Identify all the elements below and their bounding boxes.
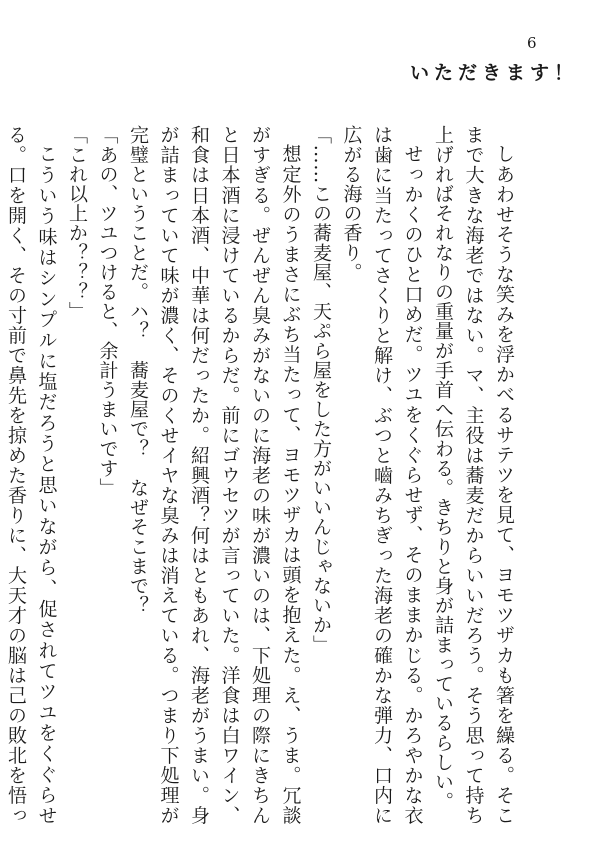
paragraph: 想定外のうまさにぶち当たって、ヨモツザカは頭を抱えた。え、うま。冗談がすぎる。ぜんぜん臭みがないのに海老の味が濃いのは、下処理の際にきちんと日本酒に浸けているからだ。前にゴウセツが言っていた。洋食は白ワイン、和食は日本酒、中華は何だったか。紹興酒？何はともあれ、海老がうまい。身が詰まっていて味が濃く、そのくせイヤな臭みは消えている。つまり下処理が完璧ということだ。ハ？ 蕎麦屋で？ なぜそこまで？: [127, 125, 302, 825]
paragraph: せっかくのひと口めだ。ツユをくぐらせず、そのままかじる。かろやかな衣は歯に当たってさくりと解け、ぶつと嚙みちぎった海老の確かな弾力、口内に広がる海の香り。: [340, 125, 424, 825]
paragraph: しあわせそうな笑みを浮かべるサテツを見て、ヨモツザカも箸を繰る。そこまで大きな海老ではない。マ、主役は蕎麦だからいいだろう。そう思って持ち上げればそれなりの重量が手首へ伝わる。きちりと身が詰まっているらしい。: [432, 125, 515, 825]
dialogue-line: 「……この蕎麦屋、天ぷら屋をした方がいいんじゃないか」: [310, 125, 332, 655]
page-number: 6: [527, 34, 538, 52]
chapter-title: いただきます！: [410, 62, 579, 84]
body-text: [5, 125, 519, 825]
dialogue-line: 「あの、ツユつけると、余計うまいです」: [96, 125, 119, 498]
dialogue-line: 「これ以上か？？？」: [66, 125, 88, 321]
paragraph: こういう味はシンプルに塩だろうと思いながら、促されてツユをくぐらせる。口を開く、その寸前で鼻先を掠めた香りに、大天才の脳は己の敗北を悟っ: [5, 125, 58, 825]
